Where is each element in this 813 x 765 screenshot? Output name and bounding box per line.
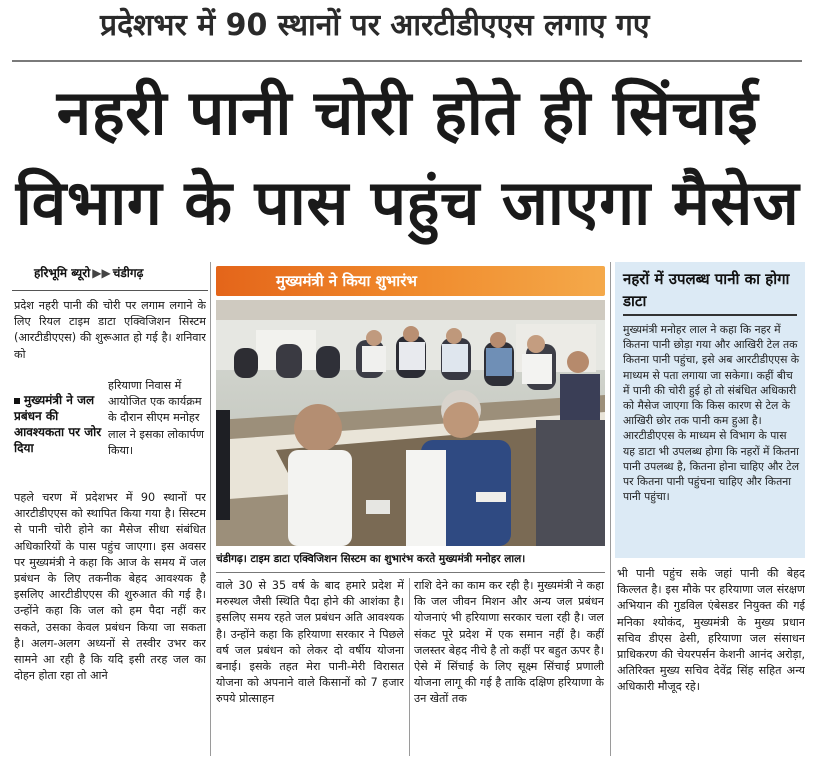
column-1-body: पहले चरण में प्रदेशभर में 90 स्थानों पर आरटीडीएएस को स्थापित किया गया है। सिस्टम से पानी चोरी होने का मैसेज सीधा संबंधित अधिकारियों के पास पहुंच जाएगा। इस अवसर पर मुख्यमंत्री ने कहा कि आज के समय में जल प्रबंधन के लिए तकनीक बेहद आवश्यक है इसलिए आरटीडीएएस की शुरुआत की गई है। उन्होंने कहा कि जल को हम पैदा नहीं कर सकते, उसका केवल प्रबंधन किया जा सकता है। अलग-अलग अध्यनों से तस्वीर उभर कर सामने आ रही है कि यदि इसी तरह जल का दोहन होता रहा तो आने [14,491,206,683]
photo-banner [216,266,605,296]
column-4-body: भी पानी पहुंच सके जहां पानी की बेहद किल्लत है। इस मौके पर हरियाणा जल संरक्षण अभियान की गुडविल एंबेसडर नियुक्त की गई मनिका श्योकंद, मुख्यमंत्री के मुख्य प्रधान सचिव डीएस ढेसी, हरियाणा जल संसाधन प्राधिकरण की चेयरपर्सन केशनी आनंद अरोड़ा, अतिरिक्त मुख्य सचिव देवेंद्र सिंह सहित अन्य अधिकारी मौजूद रहे। [617,567,805,694]
sidebar-body: मुख्यमंत्री मनोहर लाल ने कहा कि नहर में कितना पानी छोड़ा गया और आखिरी टेल तक कितना पानी पहुंचा, इसे अब आरटीडीएएस के माध्यम से पता लगाया जा सकेगा। कहीं बीच में पानी की चोरी हुई हो तो संबंधित अधिकारी को मैसेज जाएगा कि किस कारण से टेल के आखिरी छोर तक पानी कम हुआ है। आरटीडीएएस के माध्यम से विभाग के पास यह डाटा भी उपलब्ध होगा कि नहरों में कितना पानी उपलब्ध है, कितना होना चाहिए और टेल पर कितना पानी पहुंचना चाहिए और कितना पानी पहुंचा। [623,323,800,504]
byline-divider [12,290,208,291]
column-divider [409,578,410,756]
sidebar-title: नहरों में उपलब्ध पानी का होगा डाटा [623,270,790,310]
sidebar-box [615,262,805,558]
photo-caption: चंडीगढ़। टाइम डाटा एक्विजिशन सिस्टम का शुभारंभ करते मुख्यमंत्री मनोहर लाल। [216,553,526,565]
pull-quote-text: मुख्यमंत्री ने जल प्रबंधन की आवश्यकता पर जोर दिया [14,393,102,455]
byline-place: चंडीगढ़ [112,266,144,280]
meeting-photo-illustration [216,300,605,546]
kicker-divider [12,60,802,62]
headline-line-1: नहरी पानी चोरी होते ही सिंचाई [56,76,759,149]
column-2-body: वाले 30 से 35 वर्ष के बाद हमारे प्रदेश में मरुस्थल जैसी स्थिति पैदा होने की आशंका है। इसलिए समय रहते जल प्रबंधन अति आवश्यक है। उन्होंने कहा कि हरियाणा सरकार ने पिछले वर्ष जल प्रबंधन को लेकर दो वर्षीय योजना बनाई। इसके तहत मेरा पानी-मेरी विरासत योजना को अपनाने वाले किसानों को 7 हजार रुपये प्रोत्साहन [216,579,404,706]
byline-separator-icon: ▶▶ [92,266,111,280]
bullet-icon [14,398,20,404]
headline-line-2: विभाग के पास पहुंच जाएगा मैसेज [15,166,800,239]
caption-divider [216,572,605,573]
byline [34,264,214,282]
column-divider [610,262,611,756]
pull-quote [14,392,102,472]
byline-source: हरिभूमि ब्यूरो [34,266,91,280]
photo-banner-label: मुख्यमंत्री ने किया शुभारंभ [276,272,417,290]
column-1-lead: प्रदेश नहरी पानी की चोरी पर लगाम लगाने के लिए रियल टाइम डाटा एक्विजिशन सिस्टम (आरटीडीएएस) की शुरूआत हो गई है। शनिवार को [14,299,206,361]
column-3-body: राशि देने का काम कर रही है। मुख्यमंत्री ने कहा कि जल जीवन मिशन और अन्य जल प्रबंधन योजनाएं भी हरियाणा सरकार चला रही है। जल संकट पूरे प्रदेश में एक समान नहीं है। कहीं जलस्तर बेहद नीचे है तो कहीं पर बहुत ऊपर है। ऐसे में सिंचाई के लिए सूक्ष्म सिंचाई प्रणाली योजना लागू की गई है ताकि दक्षिण हरियाणा के उन खेतों तक [414,579,604,706]
news-photo [216,300,605,546]
column-divider [210,262,211,756]
sidebar-title-divider [623,314,797,316]
kicker-headline: प्रदेशभर में 90 स्थानों पर आरटीडीएएस लगाए गए [100,8,650,43]
column-1-lead-side: हरियाणा निवास में आयोजित एक कार्यक्रम के दौरान सीएम मनोहर लाल ने इसका लोकार्पण किया। [108,379,204,457]
